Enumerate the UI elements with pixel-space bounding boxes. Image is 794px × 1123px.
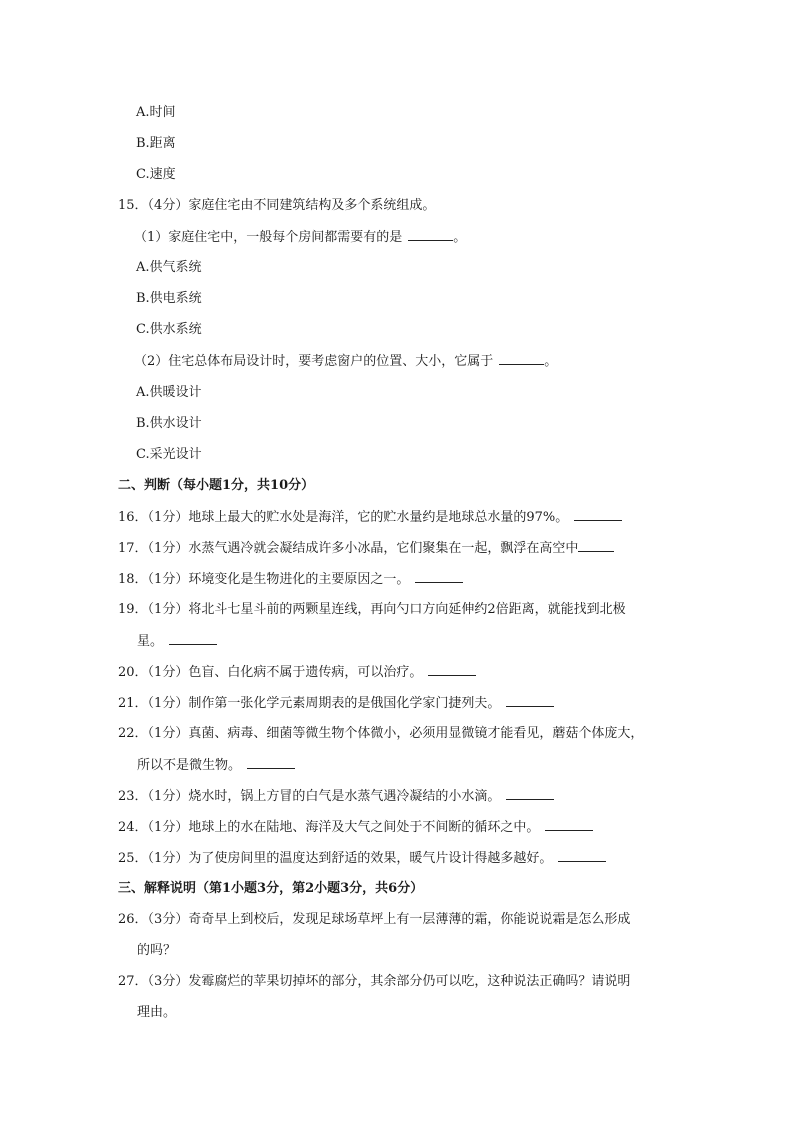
judgment-18 — [118, 570, 463, 589]
judgment-19-cont — [137, 632, 217, 651]
q15-sub1-option-b: B.供电系统 — [136, 291, 202, 306]
judgment-18-text: 18．（1分）环境变化是生物进化的主要原因之一。 — [118, 572, 410, 587]
judgment-18-blank — [415, 570, 463, 583]
judgment-22-cont — [137, 756, 295, 775]
q15-sub2-end: 。 — [544, 354, 558, 369]
judgment-19-blank — [169, 632, 217, 645]
judgment-21-blank — [506, 694, 554, 707]
q15-sub1-end: 。 — [453, 230, 467, 245]
q15-sub2-option-b: B.供水设计 — [136, 416, 202, 431]
judgment-16-blank — [574, 508, 622, 521]
judgment-24 — [118, 818, 593, 837]
judgment-20 — [118, 663, 476, 682]
q15-sub2-option-c: C.采光设计 — [136, 447, 202, 462]
explanation-27: 27．（3分）发霉腐烂的苹果切掉坏的部分，其余部分仍可以吃，这种说法正确吗？请说明 — [118, 974, 631, 989]
judgment-23 — [118, 787, 554, 806]
judgment-21-text: 21．（1分）制作第一张化学元素周期表的是俄国化学家门捷列夫。 — [118, 696, 501, 711]
judgment-19-cont-text: 星。 — [137, 634, 164, 649]
judgment-23-text: 23．（1分）烧水时，锅上方冒的白气是水蒸气遇冷凝结的小水滴。 — [118, 789, 501, 804]
q15-stem: 15．（4分）家庭住宅由不同建筑结构及多个系统组成。 — [118, 198, 436, 213]
judgment-24-blank — [545, 818, 593, 831]
explanation-26-cont: 的吗？ — [137, 943, 177, 958]
judgment-20-blank — [428, 663, 476, 676]
judgment-23-blank — [506, 787, 554, 800]
judgment-22: 22．（1分）真菌、病毒、细菌等微生物个体微小，必须用显微镜才能看见，蘑菇个体庞大， — [118, 726, 644, 741]
judgment-22-cont-text: 所以不是微生物。 — [137, 758, 242, 773]
judgment-22-blank — [247, 756, 295, 769]
explanation-27-cont: 理由。 — [137, 1005, 177, 1020]
judgment-20-text: 20．（1分）色盲、白化病不属于遗传病，可以治疗。 — [118, 665, 423, 680]
q15-sub2-option-a: A.供暖设计 — [136, 385, 202, 400]
judgment-16 — [118, 508, 622, 527]
section-2-title: 二、判断（每小题1分，共10分） — [118, 478, 315, 493]
q15-sub2-blank — [499, 352, 544, 365]
q15-sub2-text: （2）住宅总体布局设计时，要考虑窗户的位置、大小，它属于 — [134, 354, 494, 369]
judgment-24-text: 24．（1分）地球上的水在陆地、海洋及大气之间处于不间断的循环之中。 — [118, 820, 540, 835]
judgment-17-blank — [578, 539, 614, 552]
section-3-title: 三、解释说明（第1小题3分，第2小题3分，共6分） — [118, 881, 424, 896]
judgment-25 — [118, 849, 606, 868]
q14-option-a: A.时间 — [136, 105, 176, 120]
judgment-16-text: 16．（1分）地球上最大的贮水处是海洋，它的贮水量约是地球总水量的97%。 — [118, 510, 569, 525]
judgment-19: 19．（1分）将北斗七星斗前的两颗星连线，再向勺口方向延伸约2倍距离，就能找到北极 — [118, 602, 626, 617]
q14-option-b: B.距离 — [136, 136, 176, 151]
explanation-26: 26．（3分）奇奇早上到校后，发现足球场草坪上有一层薄薄的霜，你能说说霜是怎么形成 — [118, 912, 631, 927]
judgment-25-text: 25．（1分）为了使房间里的温度达到舒适的效果，暖气片设计得越多越好。 — [118, 851, 553, 866]
judgment-17-text: 17．（1分）水蒸气遇冷就会凝结成许多小冰晶，它们聚集在一起，飘浮在高空中 — [118, 541, 579, 556]
judgment-21 — [118, 694, 554, 713]
q15-sub1 — [134, 228, 466, 247]
q15-sub2 — [134, 352, 557, 371]
q15-sub1-blank — [408, 228, 453, 241]
judgment-17 — [118, 539, 614, 558]
q15-sub1-option-c: C.供水系统 — [136, 322, 202, 337]
q14-option-c: C.速度 — [136, 167, 176, 182]
q15-sub1-option-a: A.供气系统 — [136, 260, 202, 275]
judgment-25-blank — [558, 849, 606, 862]
q15-sub1-text: （1）家庭住宅中，一般每个房间都需要有的是 — [134, 230, 403, 245]
